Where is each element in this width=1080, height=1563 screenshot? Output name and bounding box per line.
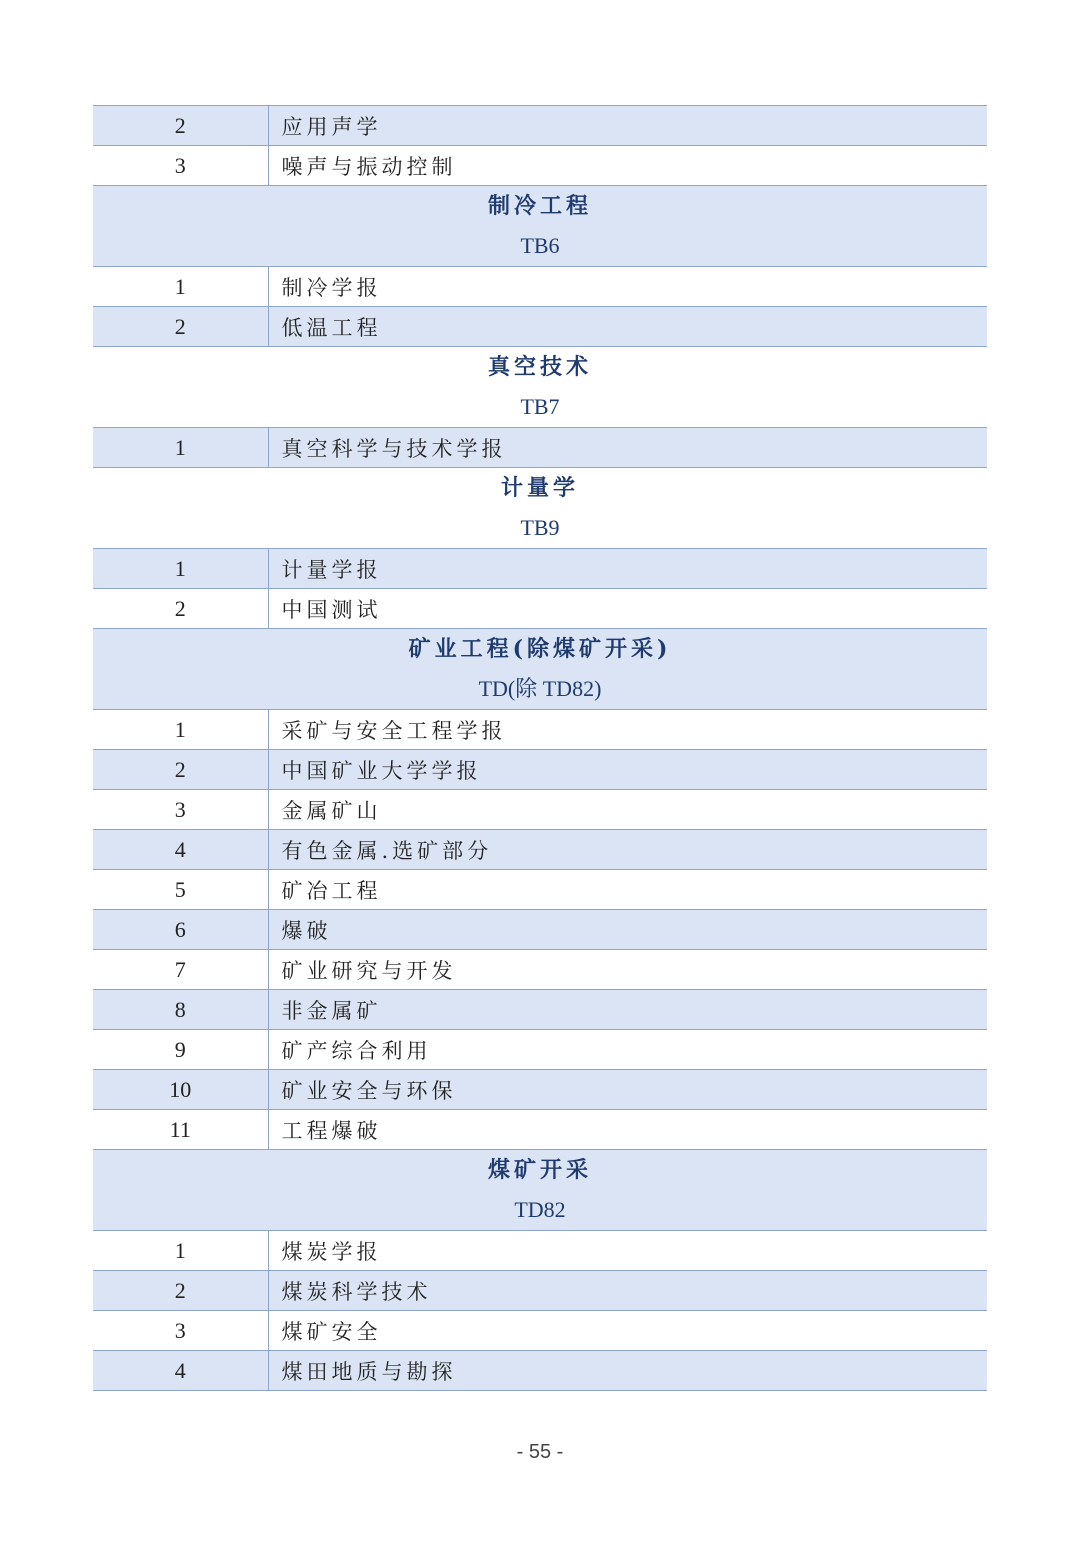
journal-name: 计量学报 (268, 549, 987, 589)
section-header-cell (93, 1150, 987, 1231)
section-title: 计量学 (500, 475, 579, 501)
journal-row (93, 750, 987, 790)
journal-row (93, 1070, 987, 1110)
section-header-cell (93, 347, 987, 428)
journal-number: 2 (93, 106, 268, 146)
journal-number: 2 (93, 750, 268, 790)
journal-name: 煤炭科学技术 (268, 1271, 987, 1311)
journal-number: 1 (93, 1231, 268, 1271)
journal-name: 真空科学与技术学报 (268, 428, 987, 468)
journal-number: 6 (93, 910, 268, 950)
journal-number: 3 (93, 1311, 268, 1351)
section-header-row (93, 1150, 987, 1231)
journal-number: 1 (93, 428, 268, 468)
journal-name: 应用声学 (268, 106, 987, 146)
section-header-cell (93, 186, 987, 267)
journal-name: 矿产综合利用 (268, 1030, 987, 1070)
journal-name: 煤矿安全 (268, 1311, 987, 1351)
section-header-cell (93, 468, 987, 549)
section-code: TB7 (520, 394, 560, 419)
journal-name: 煤炭学报 (268, 1231, 987, 1271)
journal-name: 噪声与振动控制 (268, 146, 987, 186)
journal-row (93, 990, 987, 1030)
journal-name: 中国测试 (268, 589, 987, 629)
journal-row (93, 870, 987, 910)
journal-row (93, 549, 987, 589)
journal-number: 10 (93, 1070, 268, 1110)
journal-number: 3 (93, 146, 268, 186)
journal-number: 4 (93, 830, 268, 870)
journal-name: 非金属矿 (268, 990, 987, 1030)
journal-row (93, 307, 987, 347)
journal-row (93, 1351, 987, 1391)
journal-row (93, 1271, 987, 1311)
journal-name: 工程爆破 (268, 1110, 987, 1150)
journal-row (93, 1110, 987, 1150)
section-header-cell (93, 629, 987, 710)
journal-name: 金属矿山 (268, 790, 987, 830)
journal-name: 有色金属.选矿部分 (268, 830, 987, 870)
journal-name: 矿冶工程 (268, 870, 987, 910)
journal-name: 制冷学报 (268, 267, 987, 307)
journal-row (93, 790, 987, 830)
journal-number: 11 (93, 1110, 268, 1150)
journal-row (93, 910, 987, 950)
journal-number: 9 (93, 1030, 268, 1070)
journal-row (93, 1311, 987, 1351)
section-title: 煤矿开采 (487, 1157, 592, 1183)
journal-name: 爆破 (268, 910, 987, 950)
journal-row (93, 950, 987, 990)
journal-number: 1 (93, 710, 268, 750)
journal-name: 矿业研究与开发 (268, 950, 987, 990)
section-title: 真空技术 (487, 354, 592, 380)
journal-number: 2 (93, 1271, 268, 1311)
journal-row (93, 589, 987, 629)
journal-name: 低温工程 (268, 307, 987, 347)
journal-row (93, 710, 987, 750)
journal-number: 8 (93, 990, 268, 1030)
section-code: TB9 (520, 515, 560, 540)
journal-row (93, 267, 987, 307)
journal-name: 中国矿业大学学报 (268, 750, 987, 790)
journal-number: 5 (93, 870, 268, 910)
section-header-row (93, 468, 987, 549)
section-title: 制冷工程 (487, 193, 592, 219)
section-title: 矿业工程(除煤矿开采) (408, 636, 672, 662)
journal-row (93, 106, 987, 146)
journal-table (93, 105, 987, 1391)
page-number: - 55 - (516, 1441, 564, 1463)
journal-number: 7 (93, 950, 268, 990)
journal-row (93, 830, 987, 870)
table-body (93, 106, 987, 1391)
journal-number: 1 (93, 267, 268, 307)
journal-number: 1 (93, 549, 268, 589)
journal-row (93, 428, 987, 468)
journal-name: 采矿与安全工程学报 (268, 710, 987, 750)
journal-name: 矿业安全与环保 (268, 1070, 987, 1110)
journal-row (93, 1030, 987, 1070)
section-header-row (93, 629, 987, 710)
journal-number: 2 (93, 589, 268, 629)
journal-row (93, 146, 987, 186)
section-code: TB6 (520, 233, 560, 258)
journal-number: 2 (93, 307, 268, 347)
section-header-row (93, 186, 987, 267)
journal-number: 4 (93, 1351, 268, 1391)
section-header-row (93, 347, 987, 428)
section-code: TD(除 TD82) (478, 676, 602, 701)
section-code: TD82 (514, 1197, 566, 1222)
journal-row (93, 1231, 987, 1271)
journal-number: 3 (93, 790, 268, 830)
journal-name: 煤田地质与勘探 (268, 1351, 987, 1391)
